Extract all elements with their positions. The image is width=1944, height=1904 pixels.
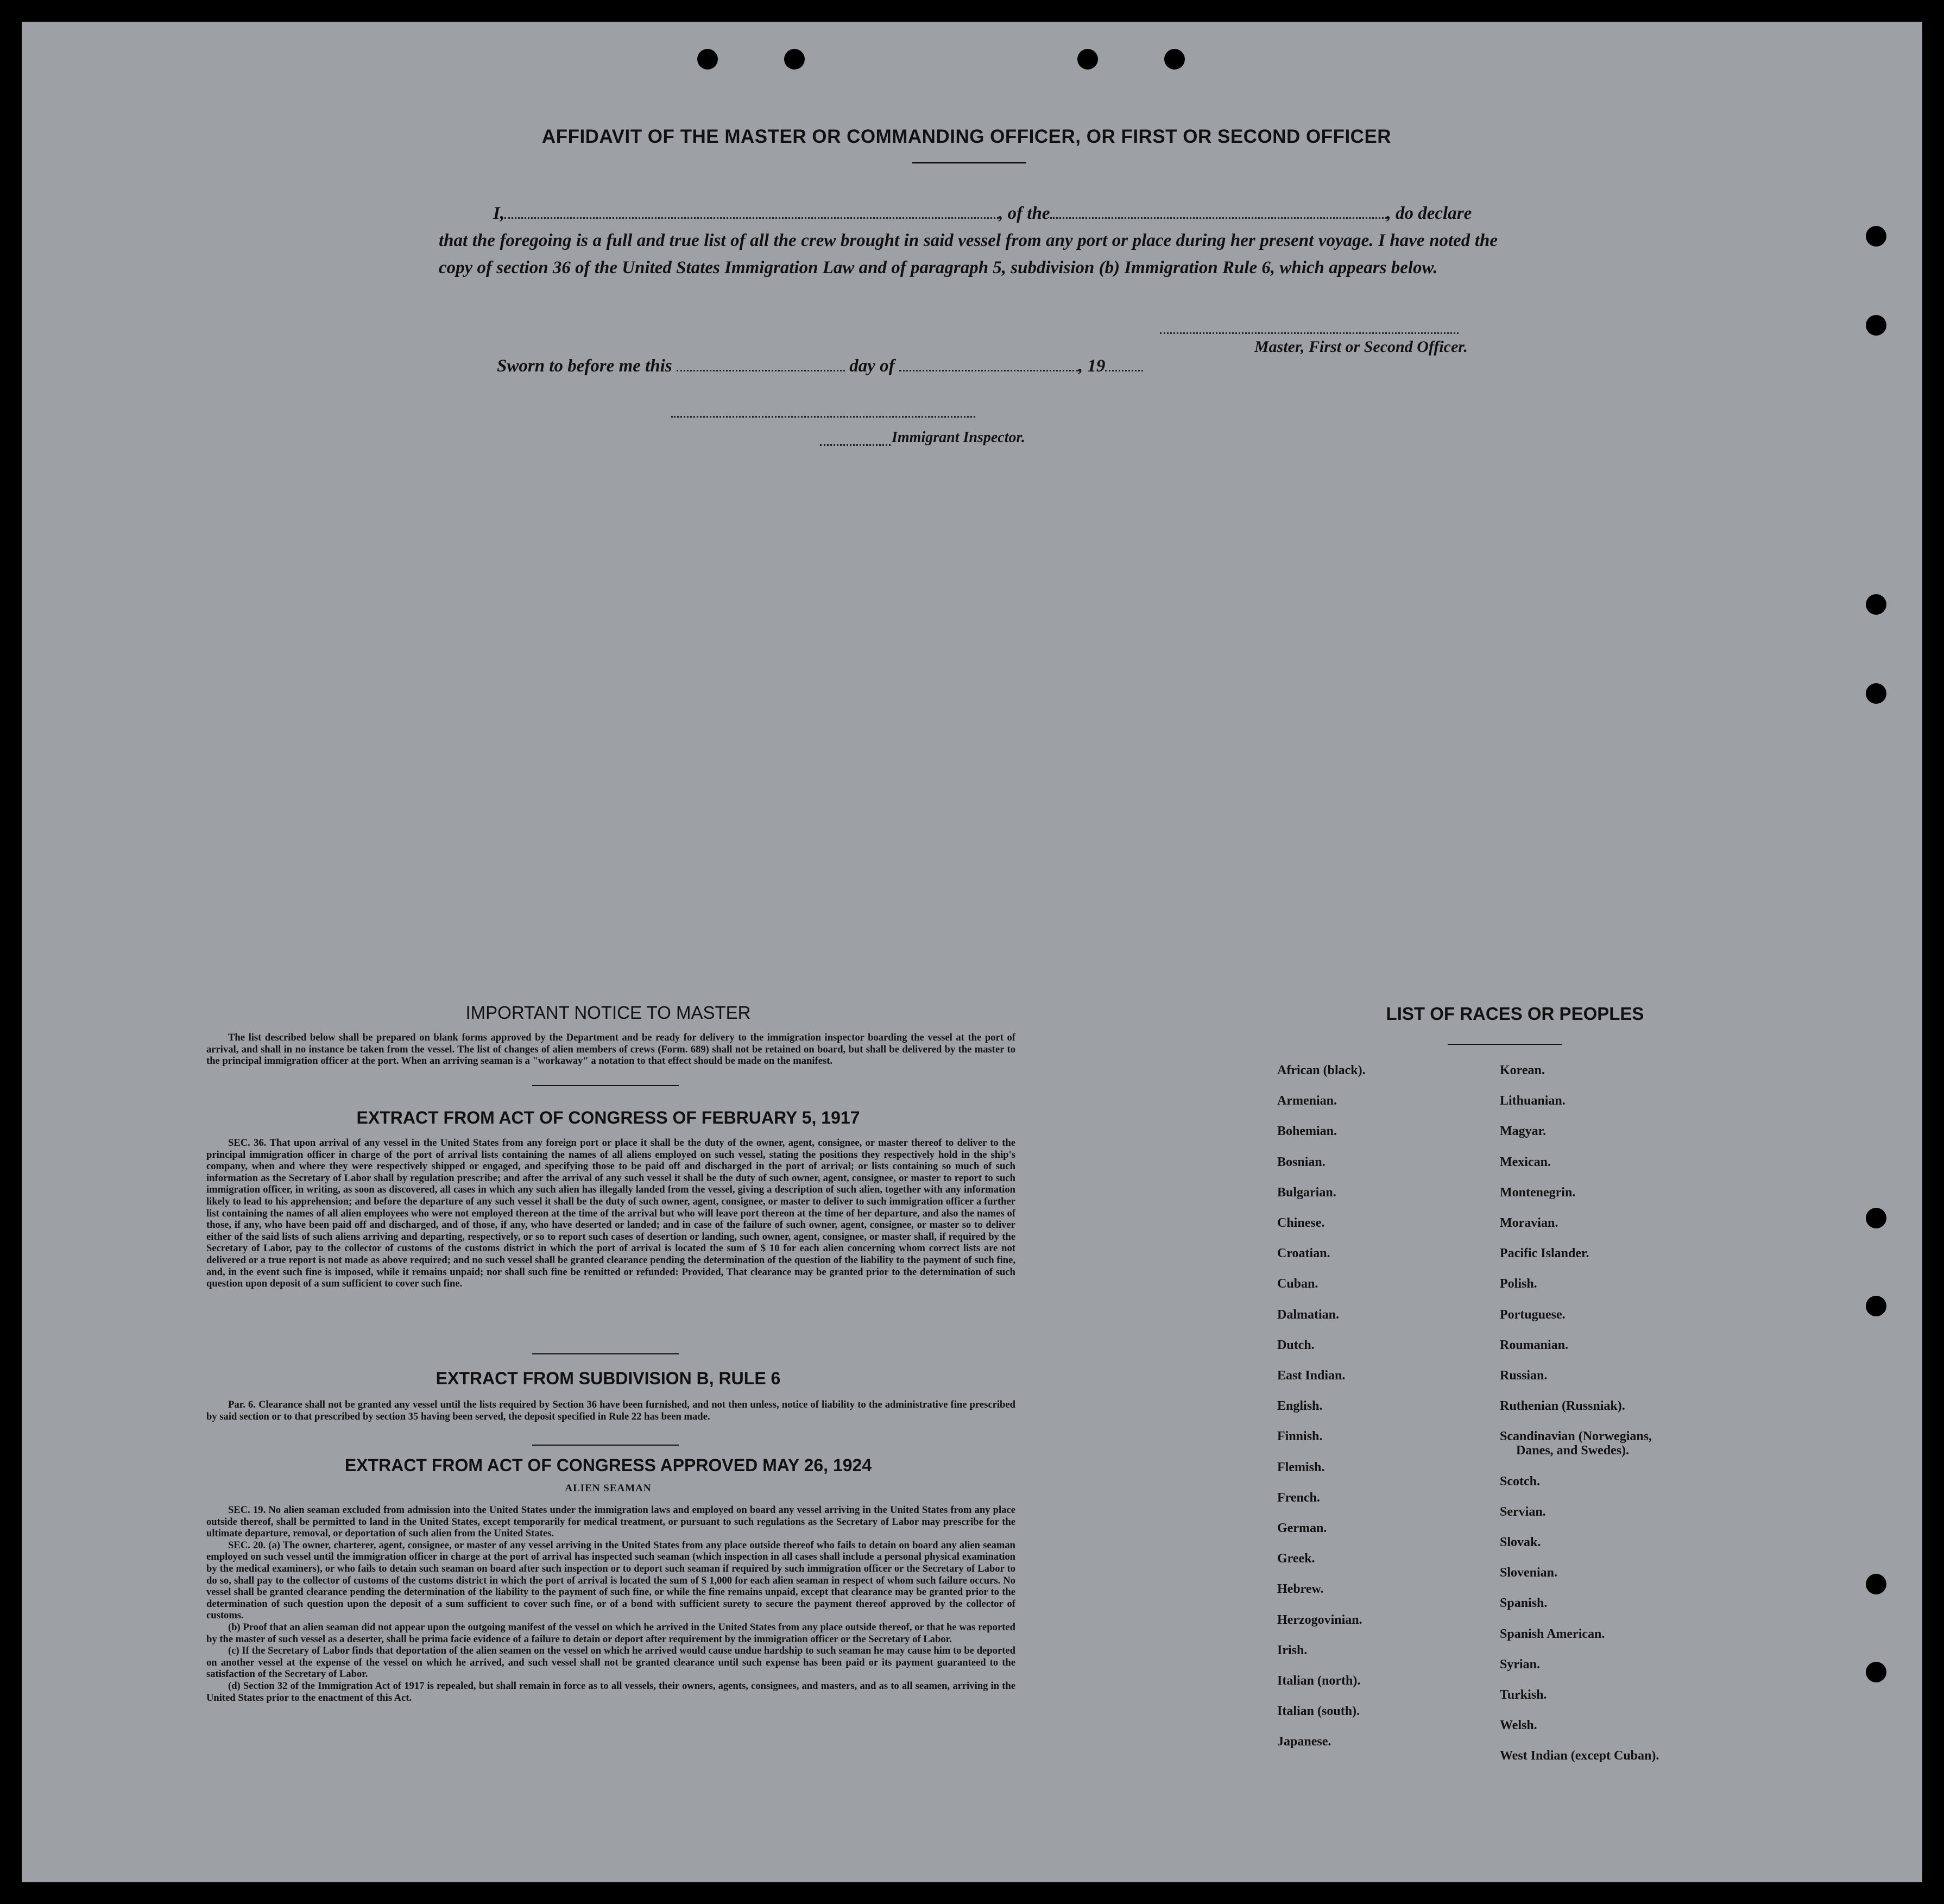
binder-hole — [1164, 49, 1185, 70]
month-field[interactable] — [899, 370, 1078, 371]
extract-1924-text — [206, 1504, 1015, 1704]
race-item: Servian. — [1500, 1504, 1546, 1519]
sec-20b-paragraph: (b) Proof that an alien seaman did not appear upon the outgoing manifest of the vessel on which he arrived in the United States from any place outside thereof, or that he was reported by the master of such vessel as a deserter, shall be prima facie evidence of a failure to detain or deport after requirement by the immigration officer or the Secretary of Labor. — [206, 1621, 1015, 1645]
race-item: Pacific Islander. — [1500, 1246, 1589, 1261]
race-item: Croatian. — [1277, 1246, 1330, 1261]
extract-1917-title: EXTRACT FROM ACT OF CONGRESS OF FEBRUARY 5, 1917 — [356, 1108, 860, 1127]
binder-hole — [1866, 683, 1886, 704]
race-item: Spanish. — [1500, 1596, 1548, 1611]
extract-1917-text — [206, 1137, 1015, 1290]
race-item: French. — [1277, 1490, 1320, 1505]
race-item: Herzogovinian. — [1277, 1612, 1362, 1627]
race-item: Dalmatian. — [1277, 1307, 1339, 1322]
race-item: Italian (south). — [1277, 1704, 1360, 1719]
binder-hole — [1866, 1662, 1886, 1682]
sworn-prefix: Sworn to before me this — [497, 356, 672, 376]
race-item: African (black). — [1277, 1063, 1366, 1077]
race-item: Russian. — [1500, 1369, 1548, 1383]
binder-hole — [1866, 594, 1886, 615]
binder-hole — [1866, 1574, 1886, 1594]
do-declare-label: , do declare — [1386, 204, 1472, 223]
race-item: Moravian. — [1500, 1216, 1558, 1230]
race-item: East Indian. — [1277, 1369, 1346, 1383]
race-item: Finnish. — [1277, 1429, 1323, 1444]
vessel-field[interactable] — [1050, 217, 1387, 219]
race-item: Polish. — [1500, 1277, 1537, 1291]
notice-text — [206, 1032, 1015, 1067]
divider — [532, 1353, 679, 1354]
race-item: Flemish. — [1277, 1460, 1325, 1474]
sworn-line — [497, 356, 1143, 376]
race-item: Greek. — [1277, 1552, 1315, 1566]
year-field[interactable] — [1105, 370, 1143, 371]
inspector-dots — [820, 444, 891, 446]
race-item: Cuban. — [1277, 1277, 1318, 1291]
rule-6-title: EXTRACT FROM SUBDIVISION B, RULE 6 — [435, 1369, 781, 1388]
race-item: Magyar. — [1500, 1124, 1547, 1139]
sec-20a-paragraph: SEC. 20. (a) The owner, charterer, agent, consignee, or master of any vessel arriving in the United States from any place outside thereof who fails to detain on board any alien seaman employed on such vessel until the immigration officer in charge at the port of arrival has inspected such seaman (which inspection in all cases shall include a personal physical examination by the medical examiners), or who fails to detain such seaman on board after such inspection or to deport such seaman if required by such immigration officer or the Secretary of Labor to do so, shall pay to the collector of customs of the customs district in which the port of arrival is located the sum of $ 1,000 for each alien seaman in respect of whom such failure occurs. No vessel shall be granted clearance pending the determination of the liability to the payment of such fine, or while the fine remains unpaid, except that clearance may be granted prior to the determination of such question upon the deposit of a sum sufficient to cover such fine, or of a bond with sufficient surety to secure the payment thereof approved by the collector of customs. — [206, 1539, 1015, 1622]
inspector-signature-field[interactable] — [671, 416, 975, 418]
race-item: Irish. — [1277, 1643, 1308, 1657]
race-item: Roumanian. — [1500, 1338, 1569, 1352]
notice-paragraph: The list described below shall be prepared on blank forms approved by the Department and be ready for delivery to the immigration inspector boarding the vessel at the port of arrival, and shall in no instance be taken from the vessel. The list of changes of alien members of crews (Form. 689) shall not be retained on board, but shall be delivered by the master to the principal immigration officer at the port. When an arriving seaman is a "workaway" a notation to that effect should be made on the manifest. — [206, 1032, 1015, 1067]
of-the-label: , of the — [999, 204, 1050, 223]
race-item: Lithuanian. — [1500, 1094, 1566, 1108]
race-item: Dutch. — [1277, 1338, 1315, 1352]
inspector-label: Immigrant Inspector. — [892, 429, 1025, 446]
binder-hole — [1866, 1296, 1886, 1316]
i-label: I, — [493, 204, 505, 223]
day-field[interactable] — [677, 370, 845, 371]
declaration-body: that the foregoing is a full and true list of all the crew brought in said vessel from any port or place during her present voyage. I have noted the copy of section 36 of the United States Immigration Law and of paragraph 5, subdivision (b) Immigration Rule 6, which appears below. — [439, 231, 1498, 278]
race-item: Bohemian. — [1277, 1124, 1337, 1139]
race-item: Korean. — [1500, 1063, 1545, 1077]
race-item: Scotch. — [1500, 1474, 1540, 1489]
sec-20c-paragraph: (c) If the Secretary of Labor finds that deportation of the alien seamen on the vessel on which he arrived would cause undue hardship to such seaman he may cause him to be deported on another vessel at the expense of the vessel on which he arrived, and such vessel shall not be granted clearance until such expense has been paid or its payment guaranteed to the satisfaction of the Secretary of Labor. — [206, 1645, 1015, 1680]
race-item: Syrian. — [1500, 1657, 1541, 1672]
race-item: Bulgarian. — [1277, 1185, 1336, 1200]
race-item: Armenian. — [1277, 1094, 1337, 1108]
race-item: Montenegrin. — [1500, 1185, 1576, 1200]
notice-title: IMPORTANT NOTICE TO MASTER — [465, 1003, 751, 1023]
race-item: English. — [1277, 1399, 1323, 1414]
alien-seaman-subtitle: ALIEN SEAMAN — [565, 1483, 652, 1494]
race-item: Welsh. — [1500, 1718, 1537, 1733]
rule-6-text — [206, 1399, 1015, 1422]
race-item: Slovak. — [1500, 1535, 1541, 1549]
declaration-line — [439, 200, 1498, 227]
divider — [532, 1445, 679, 1446]
race-item: Chinese. — [1277, 1216, 1325, 1230]
binder-hole — [1866, 1208, 1886, 1228]
binder-hole — [784, 49, 805, 70]
divider — [1448, 1044, 1562, 1045]
sec-20d-paragraph: (d) Section 32 of the Immigration Act of 1917 is repealed, but shall remain in force as to all vessels, their owners, agents, consignees, and masters, and as to all seamen, arriving in the United States prior to the enactment of this Act. — [206, 1680, 1015, 1704]
race-item: Hebrew. — [1277, 1582, 1324, 1597]
master-signature-field[interactable] — [1160, 332, 1459, 334]
race-item: Turkish. — [1500, 1688, 1547, 1702]
race-item: Slovenian. — [1500, 1566, 1558, 1580]
divider — [912, 162, 1026, 163]
binder-hole — [1077, 49, 1098, 70]
race-item: Ruthenian (Russniak). — [1500, 1399, 1625, 1414]
race-item: West Indian (except Cuban). — [1500, 1749, 1659, 1763]
binder-hole — [1866, 315, 1886, 336]
race-item: Portuguese. — [1500, 1307, 1566, 1322]
race-item: Italian (north). — [1277, 1674, 1361, 1688]
race-item: Danes, and Swedes). — [1516, 1443, 1630, 1458]
race-item: German. — [1277, 1521, 1327, 1535]
year-prefix: , 19 — [1078, 356, 1106, 376]
race-item: Scandinavian (Norwegians, — [1500, 1429, 1652, 1444]
day-of-label: day of — [849, 356, 895, 376]
extract-1924-title: EXTRACT FROM ACT OF CONGRESS APPROVED MAY 26, 1924 — [344, 1455, 872, 1475]
races-title: LIST OF RACES OR PEOPLES — [1386, 1004, 1644, 1024]
rule-6-paragraph: Par. 6. Clearance shall not be granted any vessel until the lists required by Section 36 have been furnished, and not then unless, notice of liability to the administrative fine prescribed by said section or to that prescribed by section 35 having been served, the deposit specified in Rule 22 has been made. — [206, 1399, 1015, 1422]
race-item: Bosnian. — [1277, 1155, 1326, 1169]
binder-hole — [1866, 226, 1886, 247]
affidavit-declaration — [439, 200, 1498, 281]
race-item: Japanese. — [1277, 1735, 1331, 1749]
divider — [532, 1085, 679, 1086]
sec-19-paragraph: SEC. 19. No alien seaman excluded from admission into the United States under the immigration laws and employed on board any vessel arriving in the United States from any place outside thereof, shall be permitted to land in the United States, except temporarily for medical treatment, or pursuant to such regulations as the Secretary of Labor may prescribe for the ultimate departure, removal, or deportation of such alien from the United States. — [206, 1504, 1015, 1540]
section-36-paragraph: SEC. 36. That upon arrival of any vessel in the United States from any foreign port or place it shall be the duty of the owner, agent, consignee, or master thereof to deliver to the principal immigration officer in charge of the port of arrival lists containing the names of all aliens employed on such vessel, stating the positions they respectively hold in the ship's company, when and where they were respectively shipped or engaged, and specifying those to be paid off and discharged in the port of arrival; or lists containing so much of such information as the Secretary of Labor shall by regulation prescribe; and after the arrival of any such vessel it shall be the duty of such owner, agent, consignee, or master to report to such immigration officer, in writing, as soon as discovered, all cases in which any such alien has illegally landed from the vessel, giving a description of such alien, together with any information likely to lead to his apprehension; and before the departure of any such vessel it shall be the duty of such owner, agent, consignee, or master to deliver to such immigration officer a further list containing the names of all alien employees who were not employed thereon at the time of the arrival but who will leave port thereon at the time of her departure, and also the names of those, if any, who have been paid off and discharged, and of those, if any, who have deserted or landed; and in case of the failure of such owner, agent, consignee, or master so to deliver either of the said lists of such aliens arriving and departing, respectively, or so to report such cases of desertion or landing, such owner, agent, consignee, or master shall, if required by the Secretary of Labor, pay to the collector of customs of the customs district in which the port of arrival is located the sum of $ 10 for each alien concerning whom correct lists are not delivered or a true report is not made as above required; and no such vessel shall be granted clearance pending the determination of the question of the liability to the payment of such fine, and, in the event such fine is imposed, while it remains unpaid; nor shall such fine be remitted or refunded: Provided, That clearance may be granted prior to the determination of such question upon deposit of a sum sufficient to cover such fine. — [206, 1137, 1015, 1290]
affidavit-title: AFFIDAVIT OF THE MASTER OR COMMANDING OFFICER, OR FIRST OR SECOND OFFICER — [541, 126, 1392, 147]
master-label: Master, First or Second Officer. — [1254, 338, 1468, 356]
name-field[interactable] — [504, 217, 999, 219]
binder-hole — [697, 49, 718, 70]
race-item: Spanish American. — [1500, 1626, 1605, 1641]
race-item: Mexican. — [1500, 1155, 1551, 1169]
